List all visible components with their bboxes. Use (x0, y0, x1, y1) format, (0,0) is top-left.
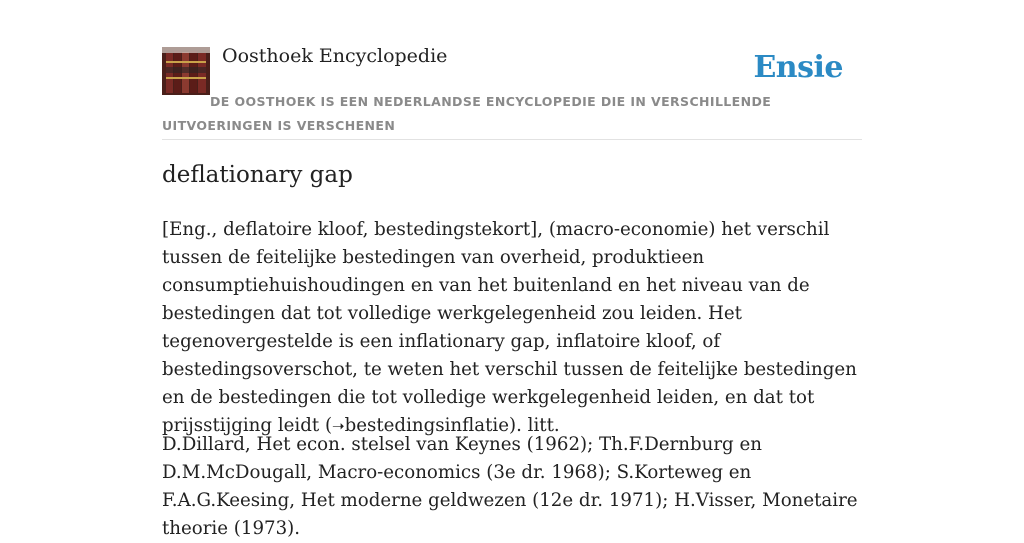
paragraph-text: [Eng., deflatoire kloof, bestedingstekort], (macro-economie) het verschil tussen de feitelijke bestedingen van overheid, produktieen consumptiehuishoudingen en van het buitenland en het niveau van de bestedingen dat tot volledige werkgelegenheid zou leiden. Het tegenovergestelde is een inflationary gap, inflatoire kloof, of bestedingsoverschot, te weten het verschil tussen de feitelijke bestedingen en de bestedingen die tot volledige werkgelegenheid leiden, en dat tot prijsstijging leidt ( (162, 219, 857, 436)
content-column (162, 0, 862, 539)
article-paragraph (162, 216, 867, 440)
paragraph-text: ). litt. (508, 415, 560, 436)
site-title[interactable]: Oosthoek Encyclopedie (222, 45, 448, 67)
site-tagline: DE OOSTHOEK IS EEN NEDERLANDSE ENCYCLOPEDIE DIE IN VERSCHILLENDE UITVOERINGEN IS VERSCHENEN (162, 94, 772, 133)
arrow-right-icon: ➝ (332, 417, 345, 435)
book-spines-icon[interactable] (162, 47, 210, 95)
literature-paragraph: D.Dillard, Het econ. stelsel van Keynes (1962); Th.F.Dernburg en D.M.McDougall, Macro-economics (3e dr. 1968); S.Korteweg en F.A.G.Keesing, Het moderne geldwezen (12e dr. 1971); H.Visser, Monetaire theorie (1973). (162, 434, 858, 539)
brand-logo[interactable]: Ensie (753, 50, 843, 85)
site-header (162, 0, 862, 140)
article-title: deflationary gap (162, 162, 353, 188)
cross-reference-text[interactable]: bestedingsinflatie (344, 415, 509, 436)
